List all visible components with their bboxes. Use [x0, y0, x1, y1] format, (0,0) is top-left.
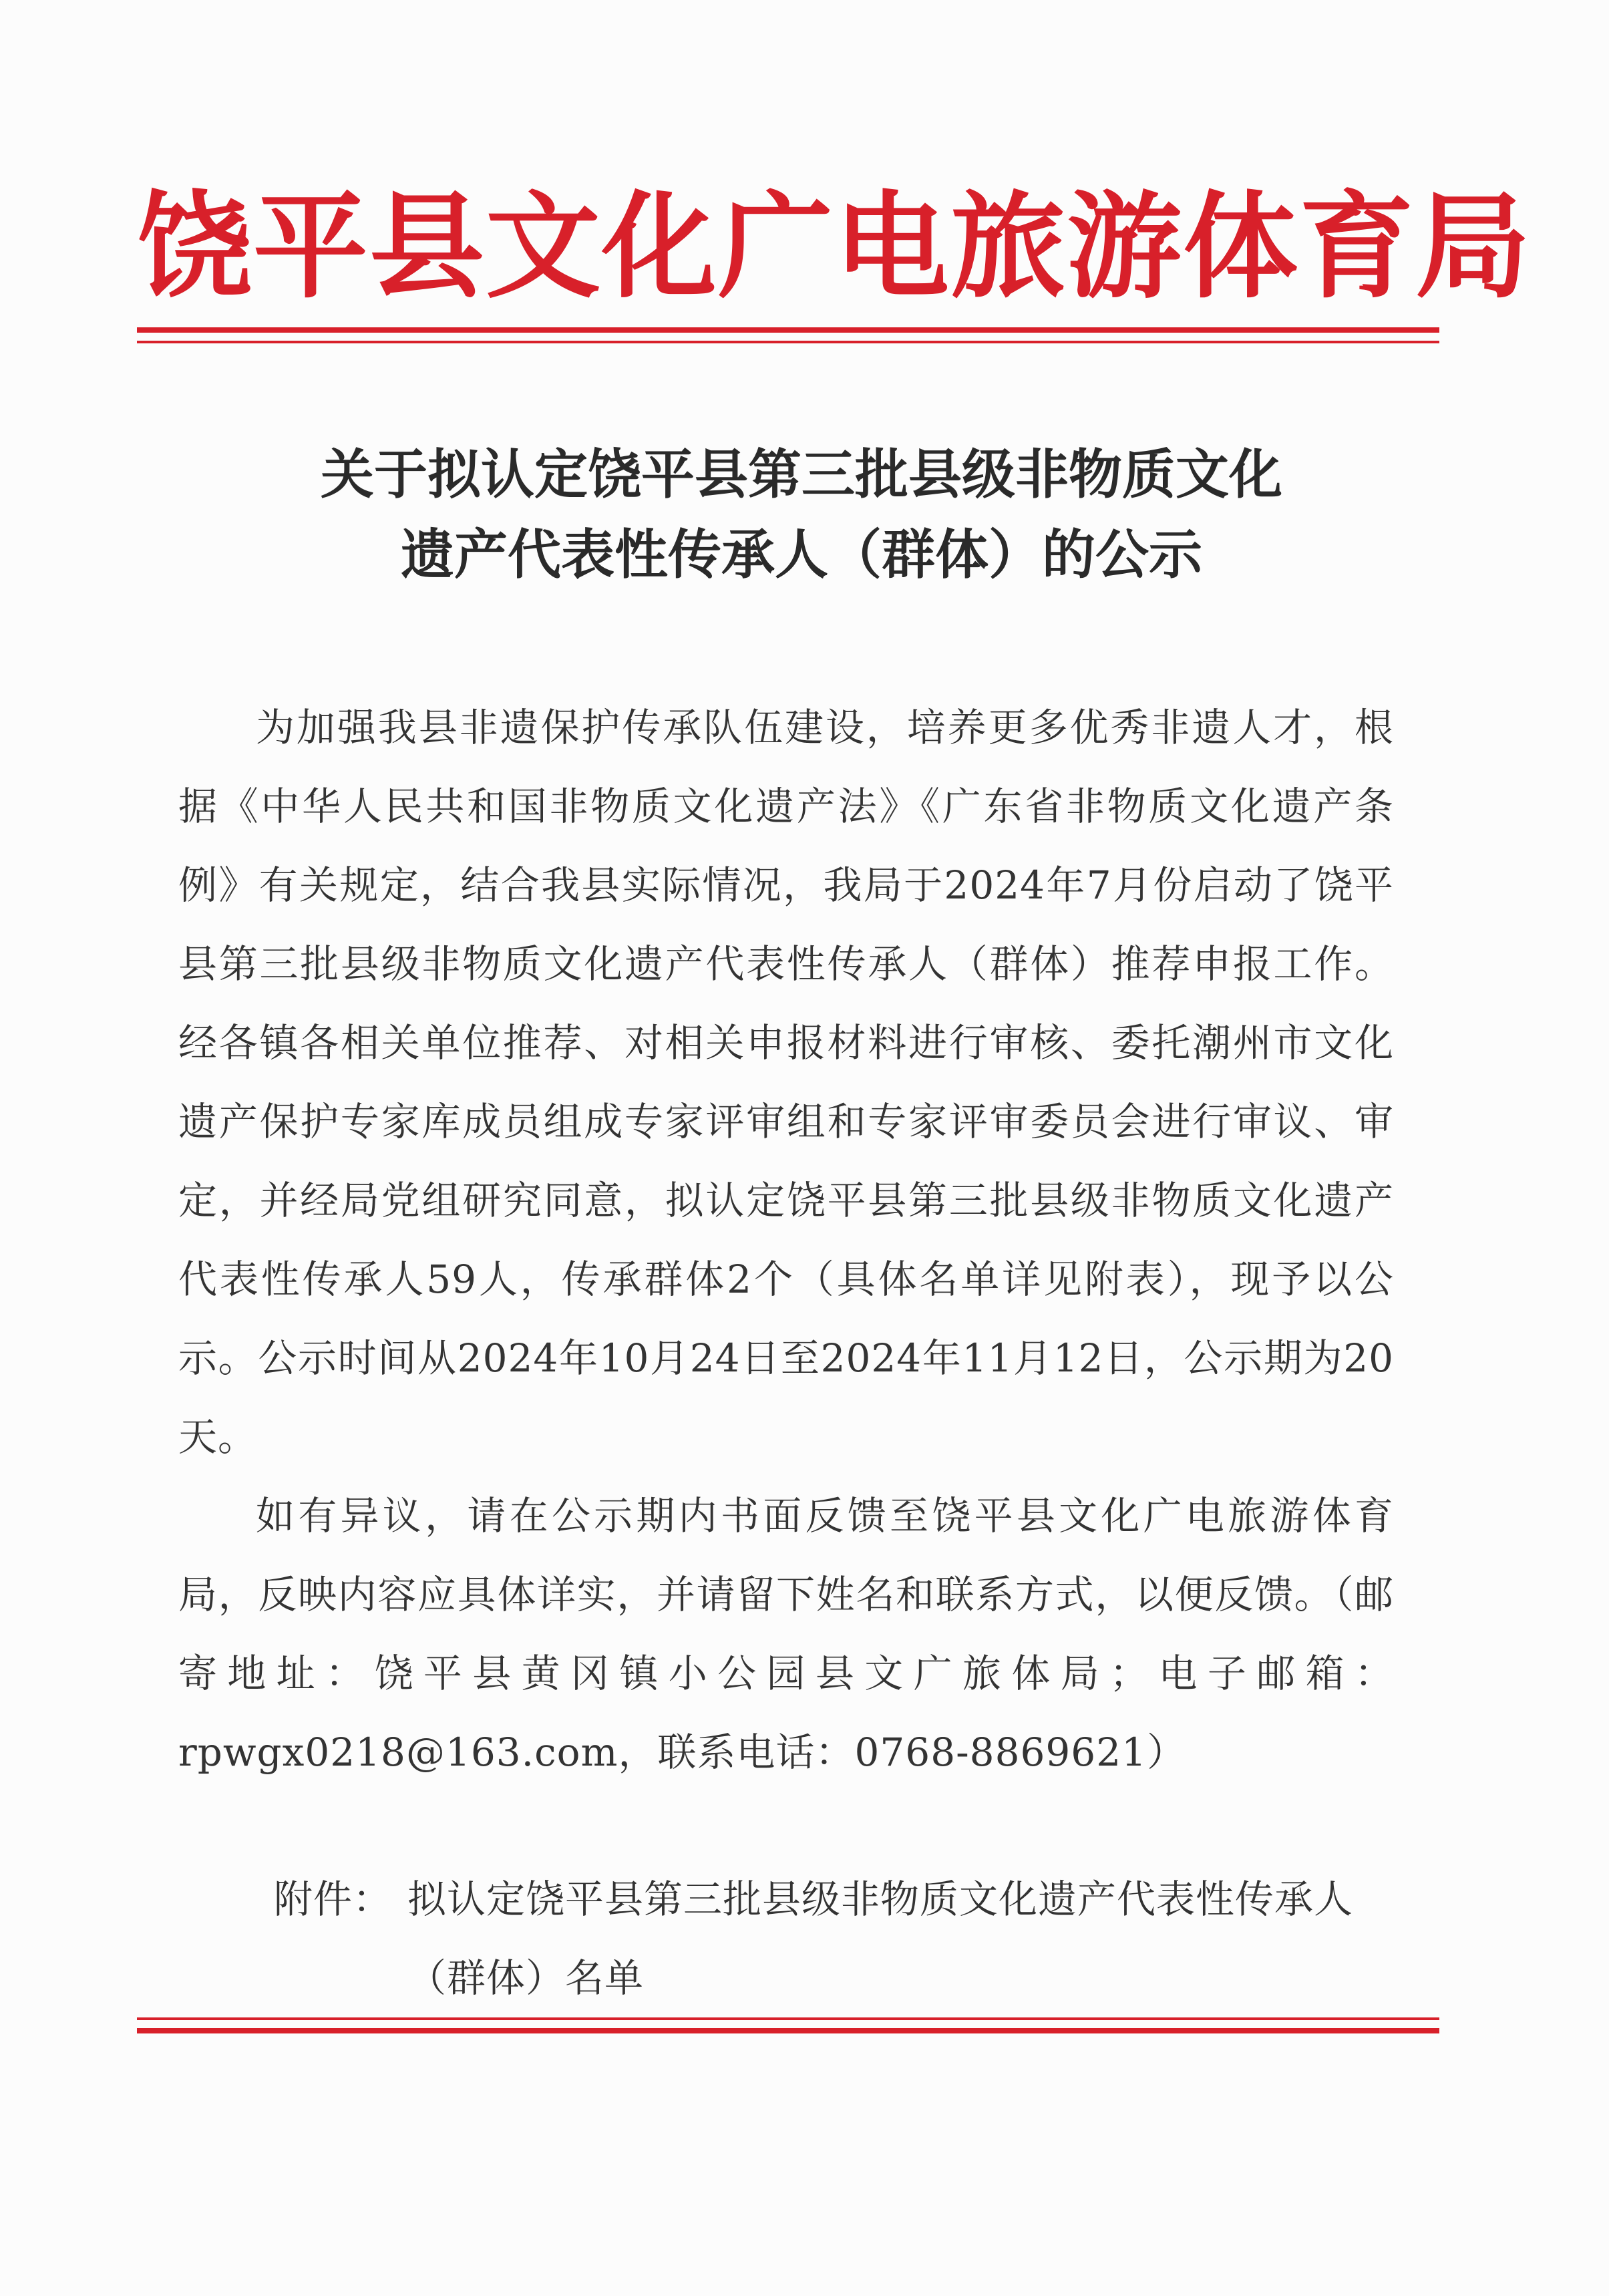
- document-title-line-1: 关于拟认定饶平县第三批县级非物质文化: [321, 443, 1282, 506]
- attachment-title: 拟认定饶平县第三批县级非物质文化遗产代表性传承人（群体）名单: [407, 1876, 1354, 2001]
- footer-red-rule-thick: [137, 2028, 1439, 2033]
- body-paragraph-objection-contact: 如有异议，请在公示期内书面反馈至饶平县文化广电旅游体育局，反映内容应具体详实，并请留下姓名和联系方式，以便反馈。（邮寄地址：饶平县黄冈镇小公园县文广旅体局；电子邮箱：rpwgx0218@163.com，联系电话：0768-8869621）: [178, 1493, 1394, 1775]
- document-title: [134, 434, 1469, 595]
- document-body: [178, 688, 1394, 1792]
- header-red-rule-thin: [137, 341, 1439, 343]
- body-paragraph-announcement: 为加强我县非遗保护传承队伍建设，培养更多优秀非遗人才，根据《中华人民共和国非物质文化遗产法》《广东省非物质文化遗产条例》有关规定，结合我县实际情况，我局于2024年7月份启动了饶平县第三批县级非物质文化遗产代表性传承人（群体）推荐申报工作。经各镇各相关单位推荐、对相关申报材料进行审核、委托潮州市文化遗产保护专家库成员组成专家评审组和专家评审委员会进行审议、审定，并经局党组研究同意，拟认定饶平县第三批县级非物质文化遗产代表性传承人59人，传承群体2个（具体名单详见附表），现予以公示。公示时间从2024年10月24日至2024年11月12日，公示期为20天。: [178, 705, 1394, 1460]
- document-title-line-2: 遗产代表性传承人（群体）的公示: [401, 523, 1202, 586]
- issuing-organization-header: 饶平县文化广电旅游体育局: [137, 180, 1532, 314]
- attachment-label: 附件：: [274, 1876, 393, 1922]
- attachment-note: [274, 1860, 1409, 2017]
- footer-red-rule-thin: [137, 2017, 1439, 2020]
- header-red-rule-thick: [137, 327, 1439, 333]
